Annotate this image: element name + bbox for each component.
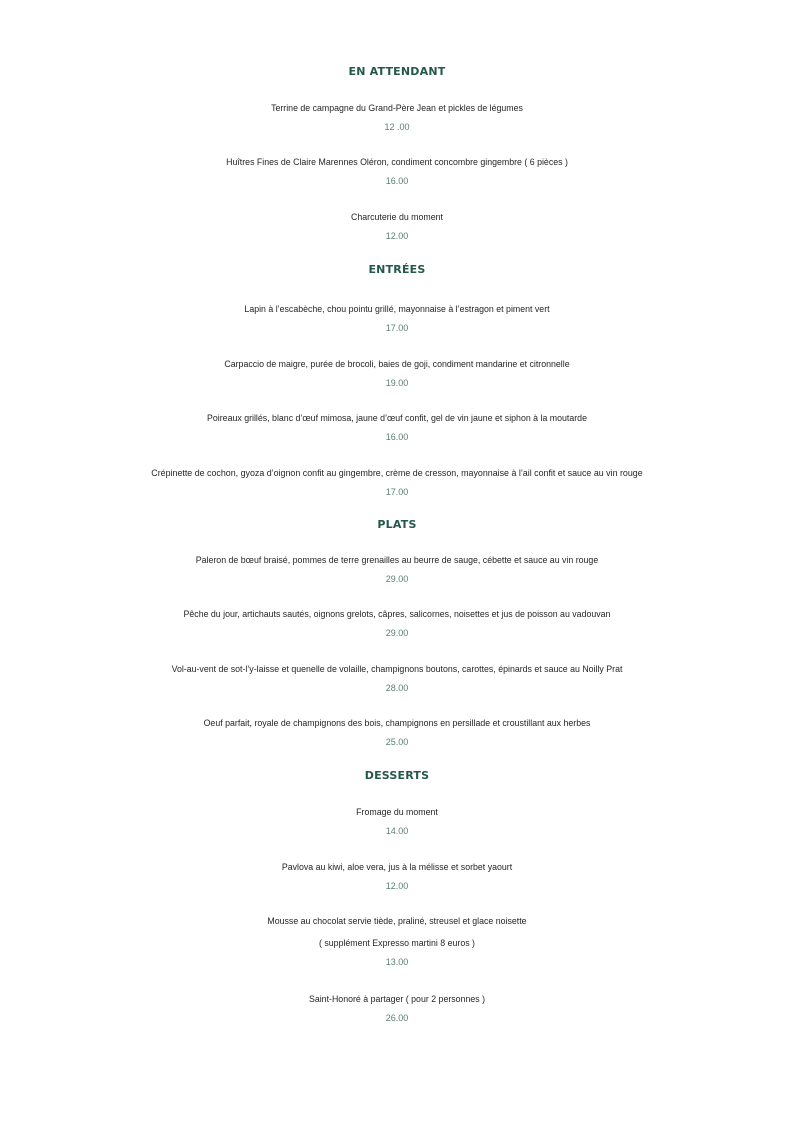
menu-item-name: Pavlova au kiwi, aloe vera, jus à la mélisse et sorbet yaourt xyxy=(281,862,513,872)
menu-item-note: ( supplément Expresso martini 8 euros ) xyxy=(319,938,475,948)
menu-item-price: 12.00 xyxy=(385,881,409,891)
menu-item xyxy=(0,353,794,389)
menu-item xyxy=(0,712,794,748)
menu-item-name: Oeuf parfait, royale de champignons des bois, champignons en persillade et croustillant aux herbes xyxy=(203,718,591,728)
menu-item-name: Lapin à l’escabèche, chou pointu grillé, mayonnaise à l’estragon et piment vert xyxy=(244,304,550,314)
menu-item-name: Fromage du moment xyxy=(356,807,438,817)
menu-item-price: 16.00 xyxy=(385,176,409,186)
menu-item-name: Huîtres Fines de Claire Marennes Oléron, condiment concombre gingembre ( 6 pièces ) xyxy=(226,157,568,167)
menu-item-name: Crépinette de cochon, gyoza d’oignon confit au gingembre, crème de cresson, mayonnaise à l’ail confit et sauce au vin rouge xyxy=(151,468,643,478)
menu-item xyxy=(0,549,794,585)
menu-item-price: 13.00 xyxy=(385,957,409,967)
menu-item-price: 29.00 xyxy=(385,574,409,584)
menu-item xyxy=(0,658,794,694)
menu-item-price: 17.00 xyxy=(385,323,409,333)
menu-item-name: Charcuterie du moment xyxy=(351,212,443,222)
menu-item-name: Mousse au chocolat servie tiède, praliné, streusel et glace noisette xyxy=(267,916,527,926)
section-heading-en-attendant: EN ATTENDANT xyxy=(348,65,446,78)
menu-item-price: 19.00 xyxy=(385,378,409,388)
menu-item-price: 16.00 xyxy=(385,432,409,442)
menu-item xyxy=(0,801,794,837)
menu-item xyxy=(0,97,794,133)
menu-item-price: 17.00 xyxy=(385,487,409,497)
menu-item-price: 26.00 xyxy=(385,1013,409,1023)
menu-item-name: Vol-au-vent de sot-l’y-laisse et quenelle de volaille, champignons boutons, carottes, épinards et sauce au Noilly Prat xyxy=(171,664,623,674)
section-heading-desserts: DESSERTS xyxy=(364,769,430,782)
menu-item-price: 14.00 xyxy=(385,826,409,836)
section-heading-plats: PLATS xyxy=(377,518,417,531)
menu-item xyxy=(0,988,794,1024)
menu-item-name: Paleron de bœuf braisé, pommes de terre grenailles au beurre de sauge, cébette et sauce au vin rouge xyxy=(195,555,599,565)
menu-item-price: 25.00 xyxy=(385,737,409,747)
menu-item-name: Poireaux grillés, blanc d’œuf mimosa, jaune d’œuf confit, gel de vin jaune et siphon à la moutarde xyxy=(207,413,587,423)
section-heading-entrees: ENTRÉES xyxy=(368,263,426,276)
menu-item-name: Saint-Honoré à partager ( pour 2 personnes ) xyxy=(308,994,486,1004)
menu-item xyxy=(0,206,794,242)
menu-item xyxy=(0,603,794,639)
menu-item-name: Terrine de campagne du Grand-Père Jean et pickles de légumes xyxy=(271,103,523,113)
menu-item-name: Pêche du jour, artichauts sautés, oignons grelots, câpres, salicornes, noisettes et jus de poisson au vadouvan xyxy=(183,609,611,619)
menu-item-price: 29.00 xyxy=(385,628,409,638)
menu-item-price: 12 .00 xyxy=(384,122,410,132)
menu-item xyxy=(0,462,794,498)
menu-item xyxy=(0,407,794,443)
menu-item xyxy=(0,298,794,334)
menu-item xyxy=(0,856,794,892)
menu-item-name: Carpaccio de maigre, purée de brocoli, baies de goji, condiment mandarine et citronnelle xyxy=(224,359,570,369)
menu-item-price: 28.00 xyxy=(385,683,409,693)
menu-item xyxy=(0,910,794,968)
menu-item-price: 12.00 xyxy=(385,231,409,241)
menu-item xyxy=(0,151,794,187)
